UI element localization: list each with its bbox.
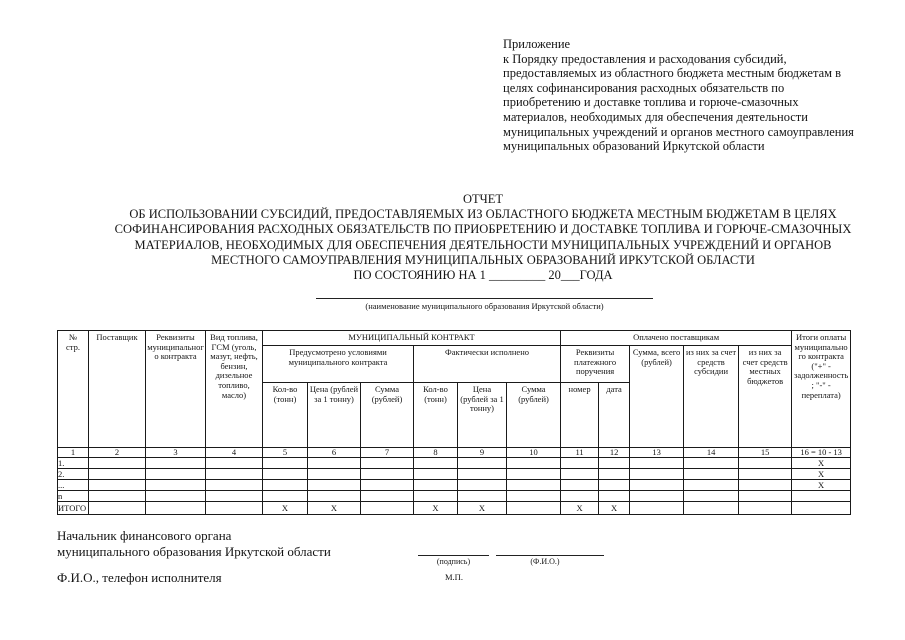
total-row	[58, 502, 851, 515]
table-cell	[263, 458, 308, 469]
table-cell	[458, 480, 507, 491]
table-cell	[89, 469, 146, 480]
row-label: 2.	[58, 469, 89, 480]
total-row-label: ИТОГО	[58, 502, 89, 515]
table-cell	[458, 469, 507, 480]
table-cell	[561, 480, 599, 491]
table-row	[58, 491, 851, 502]
table-cell	[89, 502, 146, 515]
table-row	[58, 480, 851, 491]
table-cell	[414, 469, 458, 480]
table-cell	[308, 491, 361, 502]
col-header-order-date: дата	[599, 383, 630, 448]
table-cell	[206, 491, 263, 502]
appendix-line: Приложение	[503, 37, 571, 51]
payment-total-cell	[792, 491, 851, 502]
table-cell	[146, 469, 206, 480]
table-cell	[89, 491, 146, 502]
report-title-line: ПО СОСТОЯНИЮ НА 1 _________ 20___ГОДА	[353, 268, 613, 283]
col-header-planned-sum: Сумма (рублей)	[361, 383, 414, 448]
table-cell	[89, 458, 146, 469]
col-header-planned-quantity: Кол-во (тонн)	[263, 383, 308, 448]
appendix-block	[503, 37, 854, 154]
subgroup-header-contract-terms: Предусмотрено условиями муниципального контракта	[263, 346, 414, 383]
appendix-line: материалов, необходимых для обеспечения деятельности	[503, 109, 808, 124]
appendix-line: муниципальных учреждений и органов местного самоуправления	[503, 124, 854, 139]
table-cell	[684, 480, 739, 491]
payment-total-cell: X	[792, 480, 851, 491]
row-label: n	[58, 491, 89, 502]
column-number: 14	[684, 448, 739, 458]
row-label: 1.	[58, 458, 89, 469]
report-title-line: МАТЕРИАЛОВ, НЕОБХОДИМЫХ ДЛЯ ОБЕСПЕЧЕНИЯ ДЕЯТЕЛЬНОСТИ МУНИЦИПАЛЬНЫХ УЧРЕЖДЕНИЙ И ОРГАНОВ	[134, 237, 832, 252]
col-header-actual-sum: Сумма (рублей)	[507, 383, 561, 448]
table-cell	[630, 458, 684, 469]
table-cell	[507, 480, 561, 491]
table-cell	[507, 502, 561, 515]
table-cell	[308, 480, 361, 491]
table-cell	[361, 502, 414, 515]
table-cell	[263, 469, 308, 480]
table-row	[58, 458, 851, 469]
table-cell	[684, 491, 739, 502]
subgroup-header-payment-order: Реквизиты платежного поручения	[561, 346, 630, 383]
table-cell	[599, 469, 630, 480]
table-cell	[89, 480, 146, 491]
table-cell	[739, 458, 792, 469]
total-mark-planned-quantity: X	[263, 502, 308, 515]
payment-total-cell: X	[792, 469, 851, 480]
column-number: 10	[507, 448, 561, 458]
total-mark-actual-quantity: X	[414, 502, 458, 515]
table-cell	[684, 469, 739, 480]
table-cell	[361, 458, 414, 469]
report-title	[62, 192, 904, 283]
col-header-planned-price: Цена (рублей за 1 тонну)	[308, 383, 361, 448]
table-cell	[561, 458, 599, 469]
group-header-municipal-contract: МУНИЦИПАЛЬНЫЙ КОНТРАКТ	[263, 331, 561, 346]
appendix-line: к Порядку предоставления и расходования субсидий,	[503, 51, 787, 66]
column-number: 1	[58, 448, 89, 458]
table-cell	[361, 469, 414, 480]
column-number: 9	[458, 448, 507, 458]
table-cell	[308, 458, 361, 469]
table-cell	[206, 480, 263, 491]
stamp-placeholder: М.П.	[445, 572, 463, 582]
col-header-total-sum: Сумма, всего (рублей)	[630, 346, 684, 448]
column-numbers-row	[58, 448, 851, 458]
municipality-name-blank	[316, 298, 653, 299]
table-cell	[684, 458, 739, 469]
table-cell	[458, 491, 507, 502]
column-number: 11	[561, 448, 599, 458]
total-mark-order-number: X	[561, 502, 599, 515]
fio-blank	[496, 555, 604, 556]
table-cell	[146, 458, 206, 469]
appendix-line: муниципальных образований Иркутской области	[503, 139, 765, 154]
table-cell	[739, 491, 792, 502]
col-header-fuel-type: Вид топлива, ГСМ (уголь, мазут, нефть, бензин, дизельное топливо, масло)	[206, 331, 263, 448]
col-header-text: стр.	[66, 341, 80, 352]
table-cell	[599, 491, 630, 502]
table-cell	[507, 458, 561, 469]
appendix-line: приобретению и доставке топлива и горюче-смазочных	[503, 95, 799, 110]
table-cell	[599, 480, 630, 491]
table-cell	[146, 480, 206, 491]
col-header-text: №	[68, 332, 78, 342]
executor-label: Ф.И.О., телефон исполнителя	[57, 570, 222, 585]
table-cell	[630, 491, 684, 502]
subgroup-header-actually-executed: Фактически исполнено	[414, 346, 561, 383]
table-header-row	[58, 331, 851, 346]
table-cell	[414, 458, 458, 469]
table-cell	[507, 491, 561, 502]
municipality-caption: (наименование муниципального образования Иркутской области)	[365, 301, 604, 311]
table-cell	[630, 502, 684, 515]
finance-head-municipality: муниципального образования Иркутской области	[57, 544, 331, 559]
table-cell	[308, 469, 361, 480]
table-cell	[792, 502, 851, 515]
table-cell	[630, 469, 684, 480]
total-mark-planned-price: X	[308, 502, 361, 515]
column-number: 4	[206, 448, 263, 458]
finance-head-title: Начальник финансового органа	[57, 528, 232, 543]
col-header-actual-price: Цена (рублей за 1 тонну)	[458, 383, 507, 448]
signature-caption: (подпись)	[436, 557, 471, 566]
table-cell	[146, 502, 206, 515]
col-header-supplier: Поставщик	[89, 331, 146, 448]
column-number: 3	[146, 448, 206, 458]
column-number: 7	[361, 448, 414, 458]
col-header-from-subsidy: из них за счет средств субсидии	[684, 346, 739, 448]
table-cell	[206, 469, 263, 480]
table-cell	[561, 491, 599, 502]
report-title-line: СОФИНАНСИРОВАНИЯ РАСХОДНЫХ ОБЯЗАТЕЛЬСТВ ПО ПРИОБРЕТЕНИЮ И ДОСТАВКЕ ТОПЛИВА И ГОРЮЧЕ-СМАЗОЧНЫХ	[114, 222, 852, 237]
signature-blank	[418, 555, 489, 556]
table-cell	[361, 480, 414, 491]
column-number: 15	[739, 448, 792, 458]
column-number: 2	[89, 448, 146, 458]
table-cell	[146, 491, 206, 502]
col-header-actual-quantity: Кол-во (тонн)	[414, 383, 458, 448]
column-number: 8	[414, 448, 458, 458]
col-header-row-number	[58, 331, 89, 448]
row-label: ...	[58, 480, 89, 491]
table-cell	[458, 458, 507, 469]
col-header-contract-details: Реквизиты муниципального контракта	[146, 331, 206, 448]
report-title-line: ОБ ИСПОЛЬЗОВАНИИ СУБСИДИЙ, ПРЕДОСТАВЛЯЕМЫХ ИЗ ОБЛАСТНОГО БЮДЖЕТА МЕСТНЫМ БЮДЖЕТАМ В ЦЕЛЯХ	[129, 207, 837, 222]
table-cell	[361, 491, 414, 502]
total-mark-order-date: X	[599, 502, 630, 515]
table-cell	[739, 502, 792, 515]
table-cell	[414, 480, 458, 491]
column-number: 13	[630, 448, 684, 458]
table-cell	[263, 480, 308, 491]
table-cell	[630, 480, 684, 491]
payment-total-cell: X	[792, 458, 851, 469]
table-row	[58, 469, 851, 480]
report-table	[57, 330, 851, 515]
table-cell	[739, 480, 792, 491]
table-cell	[507, 469, 561, 480]
table-cell	[263, 491, 308, 502]
appendix-line: целях софинансирования расходных обязательств по	[503, 80, 785, 95]
col-header-from-local-budgets: из них за счет средств местных бюджетов	[739, 346, 792, 448]
group-header-paid-to-suppliers: Оплачено поставщикам	[561, 331, 792, 346]
appendix-line: предоставляемых из областного бюджета местным бюджетам в	[503, 66, 842, 81]
column-number: 12	[599, 448, 630, 458]
fio-caption: (Ф.И.О.)	[530, 557, 560, 566]
column-number: 6	[308, 448, 361, 458]
col-header-payment-totals: Итоги оплаты муниципального контракта ("+" - задолженность; "-" - переплата)	[792, 331, 851, 448]
table-cell	[684, 502, 739, 515]
table-cell	[206, 502, 263, 515]
column-number: 5	[263, 448, 308, 458]
col-header-order-number: номер	[561, 383, 599, 448]
table-cell	[599, 458, 630, 469]
table-cell	[561, 469, 599, 480]
total-mark-actual-price: X	[458, 502, 507, 515]
column-number: 16 = 10 - 13	[792, 448, 851, 458]
table-cell	[414, 491, 458, 502]
table-cell	[206, 458, 263, 469]
report-title-line: МЕСТНОГО САМОУПРАВЛЕНИЯ МУНИЦИПАЛЬНЫХ ОБРАЗОВАНИЙ ИРКУТСКОЙ ОБЛАСТИ	[211, 252, 755, 267]
table-cell	[739, 469, 792, 480]
report-title-line: ОТЧЕТ	[462, 192, 504, 206]
